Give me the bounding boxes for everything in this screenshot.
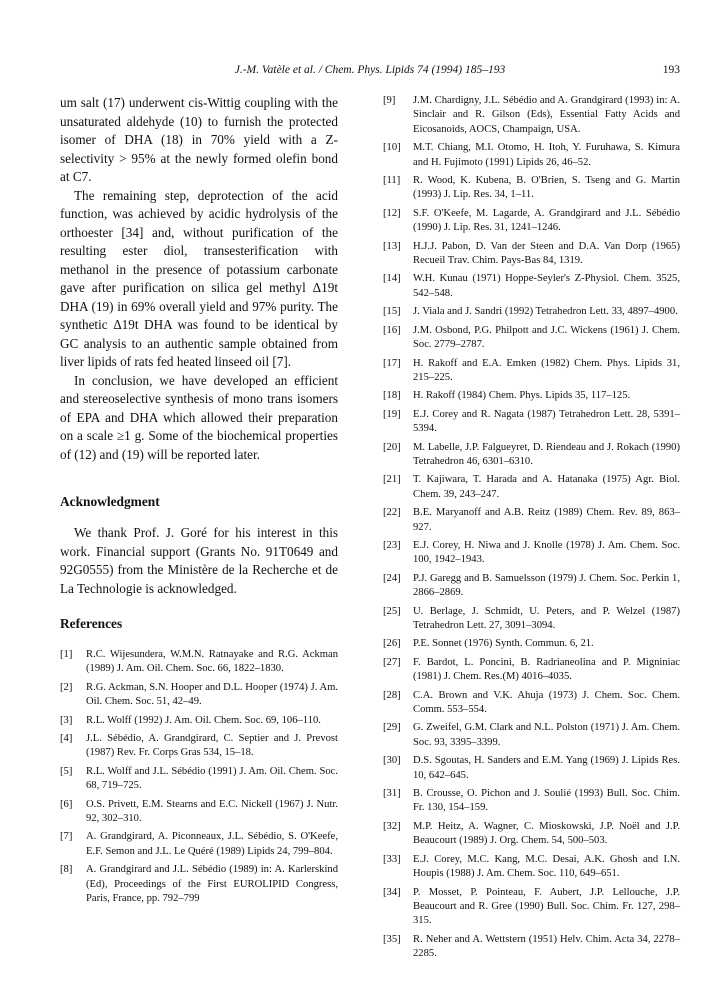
reference-text: D.S. Sgoutas, H. Sanders and E.M. Yang (1969) J. Lipids Res. 10, 642–645.: [413, 755, 680, 781]
reference-number: [4]: [60, 733, 73, 745]
reference-item: [383, 473, 680, 502]
reference-text: J.M. Chardigny, J.L. Sébédio and A. Grandgirard (1993) in: A. Sinclair and R. Gilson (Eds), Essential Fatty Acids and Eicosanoids, AOCS, Champaign, USA.: [413, 95, 680, 135]
reference-number: [15]: [383, 306, 401, 318]
reference-text: U. Berlage, J. Schmidt, U. Peters, and P. Welzel (1987) Tetrahedron Lett. 27, 3091–3094.: [413, 605, 680, 631]
reference-number: [21]: [383, 474, 401, 486]
reference-number: [35]: [383, 933, 401, 945]
reference-item: [383, 174, 680, 203]
reference-item: [60, 732, 338, 761]
reference-number: [5]: [60, 765, 73, 777]
reference-text: M.T. Chiang, M.I. Otomo, H. Itoh, Y. Furuhawa, S. Kimura and H. Fujimoto (1991) Lipids 26, 46–52.: [413, 142, 680, 168]
body-paragraph-3: In conclusion, we have developed an efficient and stereoselective synthesis of mono trans isomers of EPA and DHA which allowed their preparation on a scale ≥1 g. Some of the biochemical properties of (12) and (19) will be reported later.: [60, 372, 338, 462]
body-paragraph-1: um salt (17) underwent cis-Wittig coupling with the unsaturated aldehyde (10) to furnish the protected isomer of DHA (18) in 70% yield with a Z-selectivity > 95% at the newly formed olefin bond at C7.: [60, 95, 338, 184]
reference-number: [16]: [383, 324, 401, 336]
reference-text: A. Grandgirard and J.L. Sébédio (1989) in: A. Karlerskind (Ed), Proceedings of the First EUROLIPID Congress, Paris, France, pp. 792–799: [86, 864, 338, 905]
acknowledgment-heading: Acknowledgment: [60, 494, 160, 509]
reference-item: [383, 441, 680, 470]
reference-item: [60, 863, 338, 906]
reference-item: [383, 572, 680, 601]
reference-number: [17]: [383, 357, 401, 369]
reference-text: M. Labelle, J.P. Falgueyret, D. Riendeau and J. Rokach (1990) Tetrahedron 46, 6301–6310.: [413, 441, 680, 467]
reference-item: [383, 886, 680, 929]
references-heading: References: [60, 616, 123, 631]
reference-text: H. Rakoff and E.A. Emken (1982) Chem. Phys. Lipids 31, 215–225.: [413, 357, 680, 383]
reference-item: [383, 539, 680, 568]
reference-text: J.L. Sébédio, A. Grandgirard, C. Septier and J. Prevost (1987) Rev. Fr. Corps Gras 534, 15–18.: [86, 733, 338, 759]
reference-number: [29]: [383, 722, 401, 734]
reference-item: [383, 408, 680, 437]
reference-number: [31]: [383, 788, 401, 800]
reference-text: P.E. Sonnet (1976) Synth. Commun. 6, 21.: [413, 638, 594, 650]
reference-text: S.F. O'Keefe, M. Lagarde, A. Grandgirard and J.L. Sébédio (1990) J. Lip. Res. 31, 1241–1246.: [413, 207, 680, 234]
reference-number: [28]: [383, 689, 401, 701]
reference-item: [383, 207, 680, 236]
reference-number: [25]: [383, 605, 401, 617]
reference-number: [14]: [383, 273, 401, 285]
reference-number: [6]: [60, 798, 73, 810]
reference-number: [27]: [383, 656, 401, 668]
reference-item: [383, 389, 680, 403]
reference-item: [383, 637, 680, 651]
reference-text: R.L. Wolff (1992) J. Am. Oil. Chem. Soc. 69, 106–110.: [86, 714, 321, 726]
reference-number: [18]: [383, 390, 401, 402]
running-header: [60, 64, 680, 80]
reference-number: [24]: [383, 572, 401, 584]
reference-item: [383, 240, 680, 269]
reference-text: O.S. Privett, E.M. Stearns and E.C. Nickell (1967) J. Nutr. 92, 302–310.: [86, 798, 338, 825]
reference-text: R.C. Wijesundera, W.M.N. Ratnayake and R.G. Ackman (1989) J. Am. Oil. Chem. Soc. 66, 1822–1830.: [86, 649, 338, 675]
reference-item: [383, 754, 680, 783]
reference-item: [383, 933, 680, 962]
reference-item: [383, 853, 680, 882]
reference-text: M.P. Heitz, A. Wagner, C. Mioskowski, J.P. Noël and J.P. Beaucourt (1989) J. Org. Chem. 54, 500–503.: [413, 820, 680, 847]
reference-number: [11]: [383, 175, 401, 187]
acknowledgment-text: We thank Prof. J. Goré for his interest in this work. Financial support (Grants No. 91T0649 and 92G0555) from the Ministère de la Recherche et de La Technologie is acknowledged.: [60, 525, 338, 596]
reference-item: [60, 714, 338, 728]
reference-list-right: [383, 94, 680, 962]
reference-text: B.E. Maryanoff and A.B. Reitz (1989) Chem. Rev. 89, 863–927.: [413, 507, 680, 533]
reference-item: [383, 506, 680, 535]
reference-text: E.J. Corey, H. Niwa and J. Knolle (1978) J. Am. Chem. Soc. 100, 1942–1943.: [413, 539, 680, 566]
reference-item: [383, 357, 680, 386]
reference-number: [2]: [60, 681, 73, 693]
reference-number: [13]: [383, 240, 401, 252]
reference-item: [383, 721, 680, 750]
reference-item: [383, 689, 680, 718]
reference-text: W.H. Kunau (1971) Hoppe-Seyler's Z-Physiol. Chem. 3525, 542–548.: [413, 273, 680, 299]
reference-item: [60, 798, 338, 827]
reference-item: [383, 272, 680, 301]
body-paragraph-2: The remaining step, deprotection of the acid function, was achieved by acidic hydrolysis of the orthoester [34] and, without purification of the resulting ester diol, transesterification with methanol in the presence of potassium carbonate gave after purification on silica gel methyl Δ19t DHA (19) in 69% overall yield and 97% purity. The synthetic Δ19t DHA was found to be identical by GC analysis to an authentic sample obtained from liver lipids of rats fed heated linseed oil [7].: [60, 187, 338, 369]
running-title: J.-M. Vatèle et al. / Chem. Phys. Lipids 74 (1994) 185–193: [234, 64, 506, 76]
reference-item: [383, 605, 680, 634]
reference-number: [10]: [383, 142, 401, 154]
reference-text: P.J. Garegg and B. Samuelsson (1979) J. Chem. Soc. Perkin 1, 2866–2869.: [413, 572, 680, 599]
reference-text: R. Wood, K. Kubena, B. O'Brien, S. Tseng and G. Martin (1993) J. Lip. Res. 34, 1–11.: [413, 175, 680, 201]
reference-number: [22]: [383, 507, 401, 519]
reference-item: [60, 830, 338, 859]
reference-text: T. Kajiwara, T. Harada and A. Hatanaka (1975) Agr. Biol. Chem. 39, 243–247.: [413, 474, 680, 500]
reference-text: P. Mosset, P. Pointeau, F. Aubert, J.P. Lellouche, J.P. Beaucourt and R. Gree (1990) Bull. Soc. Chim. Fr. 127, 298–315.: [413, 886, 680, 927]
reference-text: J.M. Osbond, P.G. Philpott and J.C. Wickens (1961) J. Chem. Soc. 2779–2787.: [413, 324, 680, 351]
reference-text: F. Bardot, L. Poncini, B. Radrianeolina and P. Migniniac (1981) J. Chem. Res.(M) 4016–4035.: [413, 656, 680, 683]
reference-item: [383, 305, 680, 319]
reference-number: [33]: [383, 853, 401, 865]
reference-item: [60, 765, 338, 794]
reference-number: [26]: [383, 638, 401, 650]
reference-text: C.A. Brown and V.K. Ahuja (1973) J. Chem. Soc. Chem. Comm. 553–554.: [413, 689, 680, 716]
reference-item: [60, 681, 338, 710]
reference-item: [383, 656, 680, 685]
right-column: [383, 94, 680, 966]
reference-text: G. Zweifel, G.M. Clark and N.L. Polston (1971) J. Am. Chem. Soc. 93, 3395–3399.: [413, 722, 680, 748]
reference-text: E.J. Corey, M.C. Kang, M.C. Desai, A.K. Ghosh and I.N. Houpis (1988) J. Am. Chem. Soc. 110, 649–651.: [413, 853, 680, 880]
reference-number: [19]: [383, 408, 401, 420]
reference-number: [34]: [383, 886, 401, 898]
reference-text: J. Viala and J. Sandri (1992) Tetrahedron Lett. 33, 4897–4900.: [413, 306, 678, 318]
reference-number: [8]: [60, 864, 73, 876]
reference-number: [32]: [383, 820, 401, 832]
reference-number: [20]: [383, 441, 401, 453]
reference-number: [9]: [383, 95, 396, 106]
reference-text: R.L. Wolff and J.L. Sébédio (1991) J. Am. Oil. Chem. Soc. 68, 719–725.: [86, 765, 338, 792]
reference-item: [383, 94, 680, 137]
reference-number: [23]: [383, 539, 401, 551]
reference-number: [3]: [60, 714, 73, 726]
reference-item: [383, 324, 680, 353]
reference-number: [30]: [383, 755, 401, 767]
reference-item: [383, 820, 680, 849]
reference-number: [1]: [60, 649, 73, 660]
reference-text: R. Neher and A. Wettstern (1951) Helv. Chim. Acta 34, 2278–2285.: [413, 933, 680, 960]
reference-item: [383, 787, 680, 816]
left-column: [60, 94, 338, 911]
reference-text: E.J. Corey and R. Nagata (1987) Tetrahedron Lett. 28, 5391–5394.: [413, 408, 680, 435]
reference-text: H.J.J. Pabon, D. Van der Steen and D.A. Van Dorp (1965) Recueil Trav. Chim. Pays-Bas 84, 1319.: [413, 240, 680, 267]
reference-number: [7]: [60, 831, 73, 843]
page-number: 193: [662, 64, 680, 76]
reference-number: [12]: [383, 207, 401, 219]
reference-text: H. Rakoff (1984) Chem. Phys. Lipids 35, 117–125.: [413, 390, 631, 402]
reference-item: [383, 141, 680, 170]
reference-list-left: [60, 648, 338, 907]
reference-text: R.G. Ackman, S.N. Hooper and D.L. Hooper (1974) J. Am. Oil. Chem. Soc. 51, 42–49.: [86, 681, 338, 708]
reference-text: B. Crousse, O. Pichon and J. Soulié (1993) Bull. Soc. Chim. Fr. 130, 154–159.: [413, 788, 680, 814]
reference-item: [60, 648, 338, 677]
reference-text: A. Grandgirard, A. Piconneaux, J.L. Sébédio, S. O'Keefe, E.F. Semon and J.L. Le Quéré (1989) Lipids 24, 799–804.: [86, 831, 338, 857]
